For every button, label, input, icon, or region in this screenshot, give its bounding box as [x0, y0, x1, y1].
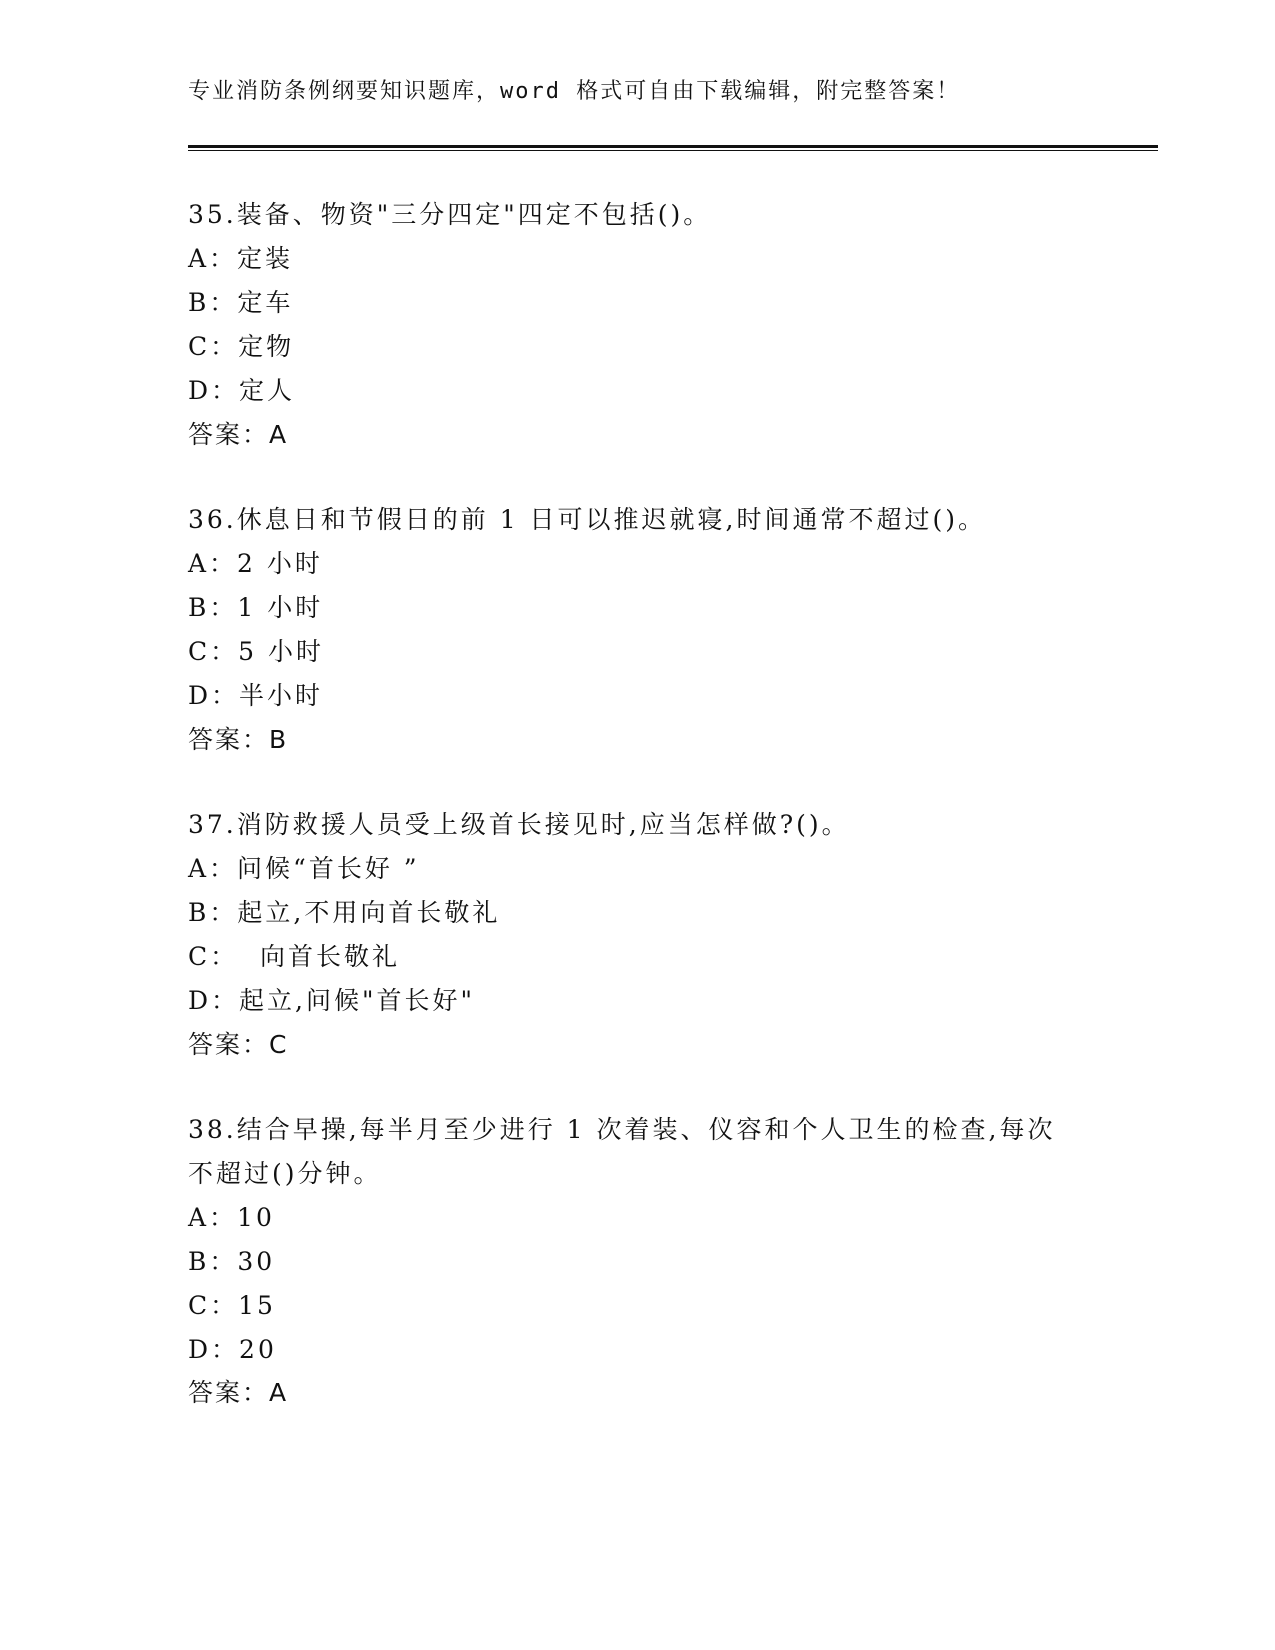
question-stem-continued: 不超过()分钟。 — [188, 1159, 382, 1188]
question-stem: 38.结合早操,每半月至少进行 1 次着装、仪容和个人卫生的检查,每次 — [188, 1115, 1056, 1144]
answer: 答案：A — [188, 1378, 289, 1407]
option-d: D：起立,问候"首长好" — [188, 986, 475, 1015]
option-b: B：30 — [188, 1247, 276, 1276]
question-stem: 36.休息日和节假日的前 1 日可以推迟就寝,时间通常不超过()。 — [188, 505, 987, 534]
option-b: B：起立,不用向首长敬礼 — [188, 898, 501, 927]
option-c: C：定物 — [188, 332, 295, 361]
question-stem: 37.消防救援人员受上级首长接见时,应当怎样做?()。 — [188, 810, 850, 839]
option-a: A：定装 — [188, 244, 294, 273]
header-divider-thin — [188, 150, 1158, 151]
answer: 答案：C — [188, 1030, 289, 1059]
answer: 答案：B — [188, 725, 289, 754]
question-stem: 35.装备、物资"三分四定"四定不包括()。 — [188, 200, 712, 229]
option-c: C：5 小时 — [188, 637, 324, 666]
option-c: C：15 — [188, 1291, 276, 1320]
answer: 答案：A — [188, 420, 289, 449]
option-c: C： 向首长敬礼 — [188, 942, 401, 971]
option-d: D：定人 — [188, 376, 296, 405]
option-a: A：2 小时 — [188, 549, 323, 578]
option-b: B：定车 — [188, 288, 294, 317]
header-divider — [188, 145, 1158, 148]
option-b: B：1 小时 — [188, 593, 324, 622]
page-header: 专业消防条例纲要知识题库，word 格式可自由下载编辑，附完整答案！ — [188, 79, 961, 104]
option-a: A：10 — [188, 1203, 275, 1232]
option-d: D：半小时 — [188, 681, 324, 710]
option-a: A：问候“首长好 ” — [188, 854, 420, 883]
option-d: D：20 — [188, 1335, 277, 1364]
